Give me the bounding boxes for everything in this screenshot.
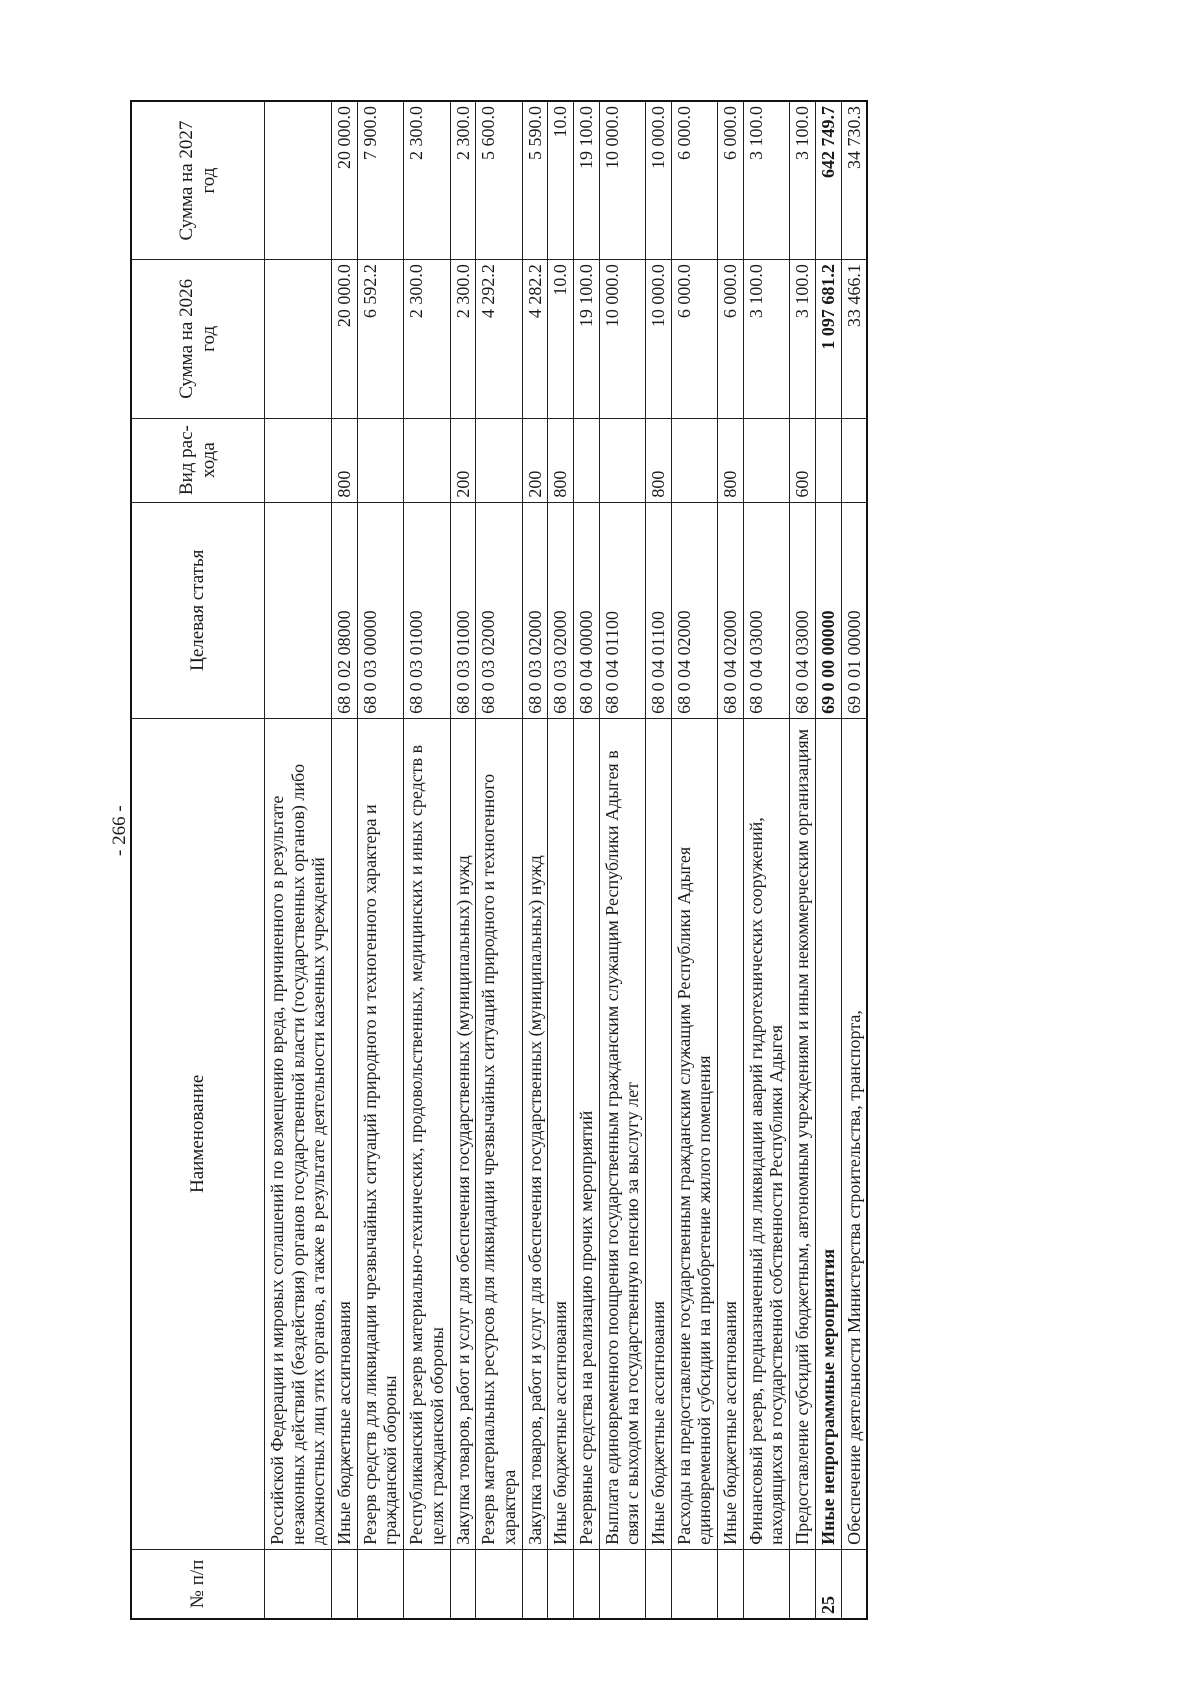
row-expense-type <box>599 418 645 502</box>
row-number <box>476 1549 522 1619</box>
row-number <box>332 1549 358 1619</box>
row-sum-2027: 10 000.0 <box>599 101 645 260</box>
table-row <box>404 101 450 1619</box>
row-target-code: 68 0 03 01000 <box>404 502 450 718</box>
table-row <box>599 101 645 1619</box>
row-target-code: 68 0 04 03000 <box>790 502 816 718</box>
row-name: Иные бюджетные ассигнования <box>332 718 358 1549</box>
row-number <box>548 1549 574 1619</box>
row-expense-type <box>357 418 403 502</box>
row-sum-2026: 2 300.0 <box>404 260 450 419</box>
row-sum-2026: 3 100.0 <box>743 260 789 419</box>
row-sum-2027: 10 000.0 <box>646 101 672 260</box>
table-row <box>450 101 476 1619</box>
row-number <box>841 1549 867 1619</box>
row-name: Выплата единовременного поощрения государственным гражданским служащим Республики Адыгея в связи с выходом на государственную пенсию за выслугу лет <box>599 718 645 1549</box>
row-name: Закупка товаров, работ и услуг для обеспечения государственных (муниципальных) нужд <box>450 718 476 1549</box>
row-target-code: 68 0 03 02000 <box>476 502 522 718</box>
row-expense-type <box>476 418 522 502</box>
row-target-code: 68 0 04 00000 <box>573 502 599 718</box>
row-name: Республиканский резерв материально-технических, продовольственных, медицинских и иных средств в целях гражданской обороны <box>404 718 450 1549</box>
row-sum-2026: 4 292.2 <box>476 260 522 419</box>
table-row <box>718 101 744 1619</box>
row-name: Обеспечение деятельности Министерства строительства, транспорта, <box>841 718 867 1549</box>
row-expense-type: 200 <box>522 418 548 502</box>
row-number <box>357 1549 403 1619</box>
row-number <box>522 1549 548 1619</box>
row-sum-2027: 642 749.7 <box>815 101 841 260</box>
row-name: Резерв средств для ликвидации чрезвычайных ситуаций природного и техногенного характера и гражданской обороны <box>357 718 403 1549</box>
row-sum-2027: 2 300.0 <box>404 101 450 260</box>
row-sum-2026: 10 000.0 <box>599 260 645 419</box>
row-target-code: 68 0 04 01100 <box>646 502 672 718</box>
row-number <box>599 1549 645 1619</box>
table-row <box>573 101 599 1619</box>
row-sum-2026: 33 466.1 <box>841 260 867 419</box>
header-num: № п/п <box>131 1549 265 1619</box>
row-name: Предоставление субсидий бюджетным, автономным учреждениям и иным некоммерческим организациям <box>790 718 816 1549</box>
table-row <box>265 101 332 1619</box>
row-sum-2026: 10 000.0 <box>646 260 672 419</box>
row-expense-type: 800 <box>718 418 744 502</box>
row-target-code: 68 0 04 03000 <box>743 502 789 718</box>
row-expense-type <box>671 418 717 502</box>
table-row <box>332 101 358 1619</box>
header-name: Наименование <box>131 718 265 1549</box>
table-header-row <box>131 101 265 1619</box>
header-sum-2027: Сумма на 2027 год <box>131 101 265 260</box>
row-expense-type <box>573 418 599 502</box>
table-row <box>841 101 867 1619</box>
row-expense-type <box>404 418 450 502</box>
row-expense-type: 600 <box>790 418 816 502</box>
row-sum-2027: 7 900.0 <box>357 101 403 260</box>
row-sum-2026 <box>265 260 332 419</box>
row-sum-2027: 34 730.3 <box>841 101 867 260</box>
row-name: Расходы на предоставление государственным гражданским служащим Республики Адыгея единовременной субсидии на приобретение жилого помещения <box>671 718 717 1549</box>
row-sum-2026: 10.0 <box>548 260 574 419</box>
header-sum-2026: Сумма на 2026 год <box>131 260 265 419</box>
row-expense-type <box>815 418 841 502</box>
table-row <box>476 101 522 1619</box>
row-target-code: 68 0 03 01000 <box>450 502 476 718</box>
budget-table-sheet <box>130 100 1095 1620</box>
row-name: Российской Федерации и мировых соглашений по возмещению вреда, причиненного в результате незаконных действий (бездействия) органов государственной власти (государственных органов) либо должностных лиц этих органов, а также в результате деятельности казенных учреждений <box>265 718 332 1549</box>
row-sum-2027: 6 000.0 <box>718 101 744 260</box>
row-sum-2027: 3 100.0 <box>790 101 816 260</box>
row-name: Резервные средства на реализацию прочих мероприятий <box>573 718 599 1549</box>
table-row <box>743 101 789 1619</box>
table-row <box>815 101 841 1619</box>
table-row <box>790 101 816 1619</box>
row-sum-2026: 6 592.2 <box>357 260 403 419</box>
row-sum-2026: 19 100.0 <box>573 260 599 419</box>
row-sum-2027: 10.0 <box>548 101 574 260</box>
row-sum-2027: 19 100.0 <box>573 101 599 260</box>
table-row <box>646 101 672 1619</box>
row-target-code: 68 0 04 01100 <box>599 502 645 718</box>
row-expense-type <box>841 418 867 502</box>
row-sum-2026: 3 100.0 <box>790 260 816 419</box>
row-sum-2027 <box>265 101 332 260</box>
row-target-code <box>265 502 332 718</box>
row-number <box>646 1549 672 1619</box>
row-name: Иные непрограммные мероприятия <box>815 718 841 1549</box>
row-sum-2027: 5 600.0 <box>476 101 522 260</box>
row-sum-2027: 5 590.0 <box>522 101 548 260</box>
row-name: Иные бюджетные ассигнования <box>646 718 672 1549</box>
row-sum-2027: 3 100.0 <box>743 101 789 260</box>
table-row <box>357 101 403 1619</box>
row-number <box>265 1549 332 1619</box>
page-number: - 266 - <box>109 805 130 856</box>
row-name: Иные бюджетные ассигнования <box>718 718 744 1549</box>
row-sum-2026: 6 000.0 <box>718 260 744 419</box>
row-number <box>790 1549 816 1619</box>
row-name: Закупка товаров, работ и услуг для обеспечения государственных (муниципальных) нужд <box>522 718 548 1549</box>
row-expense-type <box>265 418 332 502</box>
row-expense-type: 800 <box>646 418 672 502</box>
row-target-code: 68 0 03 02000 <box>522 502 548 718</box>
row-number <box>671 1549 717 1619</box>
table-row <box>671 101 717 1619</box>
table-row <box>522 101 548 1619</box>
row-expense-type <box>743 418 789 502</box>
row-sum-2026: 6 000.0 <box>671 260 717 419</box>
row-target-code: 68 0 02 08000 <box>332 502 358 718</box>
row-expense-type: 800 <box>332 418 358 502</box>
row-target-code: 68 0 04 02000 <box>718 502 744 718</box>
row-sum-2026: 1 097 681.2 <box>815 260 841 419</box>
table-row <box>548 101 574 1619</box>
row-sum-2026: 2 300.0 <box>450 260 476 419</box>
row-target-code: 68 0 03 02000 <box>548 502 574 718</box>
row-number <box>450 1549 476 1619</box>
row-number: 25 <box>815 1549 841 1619</box>
budget-table <box>130 100 868 1620</box>
row-target-code: 69 0 00 00000 <box>815 502 841 718</box>
row-name: Резерв материальных ресурсов для ликвидации чрезвычайных ситуаций природного и техногенного характера <box>476 718 522 1549</box>
row-expense-type: 200 <box>450 418 476 502</box>
row-sum-2026: 4 282.2 <box>522 260 548 419</box>
row-number <box>718 1549 744 1619</box>
row-expense-type: 800 <box>548 418 574 502</box>
row-sum-2027: 6 000.0 <box>671 101 717 260</box>
table-body <box>265 101 868 1619</box>
row-target-code: 69 0 01 00000 <box>841 502 867 718</box>
row-name: Финансовый резерв, предназначенный для ликвидации аварий гидротехнических сооружений, находящихся в государственной собственности Республики Адыгея <box>743 718 789 1549</box>
row-target-code: 68 0 03 00000 <box>357 502 403 718</box>
row-target-code: 68 0 04 02000 <box>671 502 717 718</box>
row-name: Иные бюджетные ассигнования <box>548 718 574 1549</box>
row-number <box>404 1549 450 1619</box>
row-number <box>743 1549 789 1619</box>
header-code: Целевая статья <box>131 502 265 718</box>
header-vid: Вид рас-хода <box>131 418 265 502</box>
row-sum-2026: 20 000.0 <box>332 260 358 419</box>
row-number <box>573 1549 599 1619</box>
row-sum-2027: 20 000.0 <box>332 101 358 260</box>
row-sum-2027: 2 300.0 <box>450 101 476 260</box>
